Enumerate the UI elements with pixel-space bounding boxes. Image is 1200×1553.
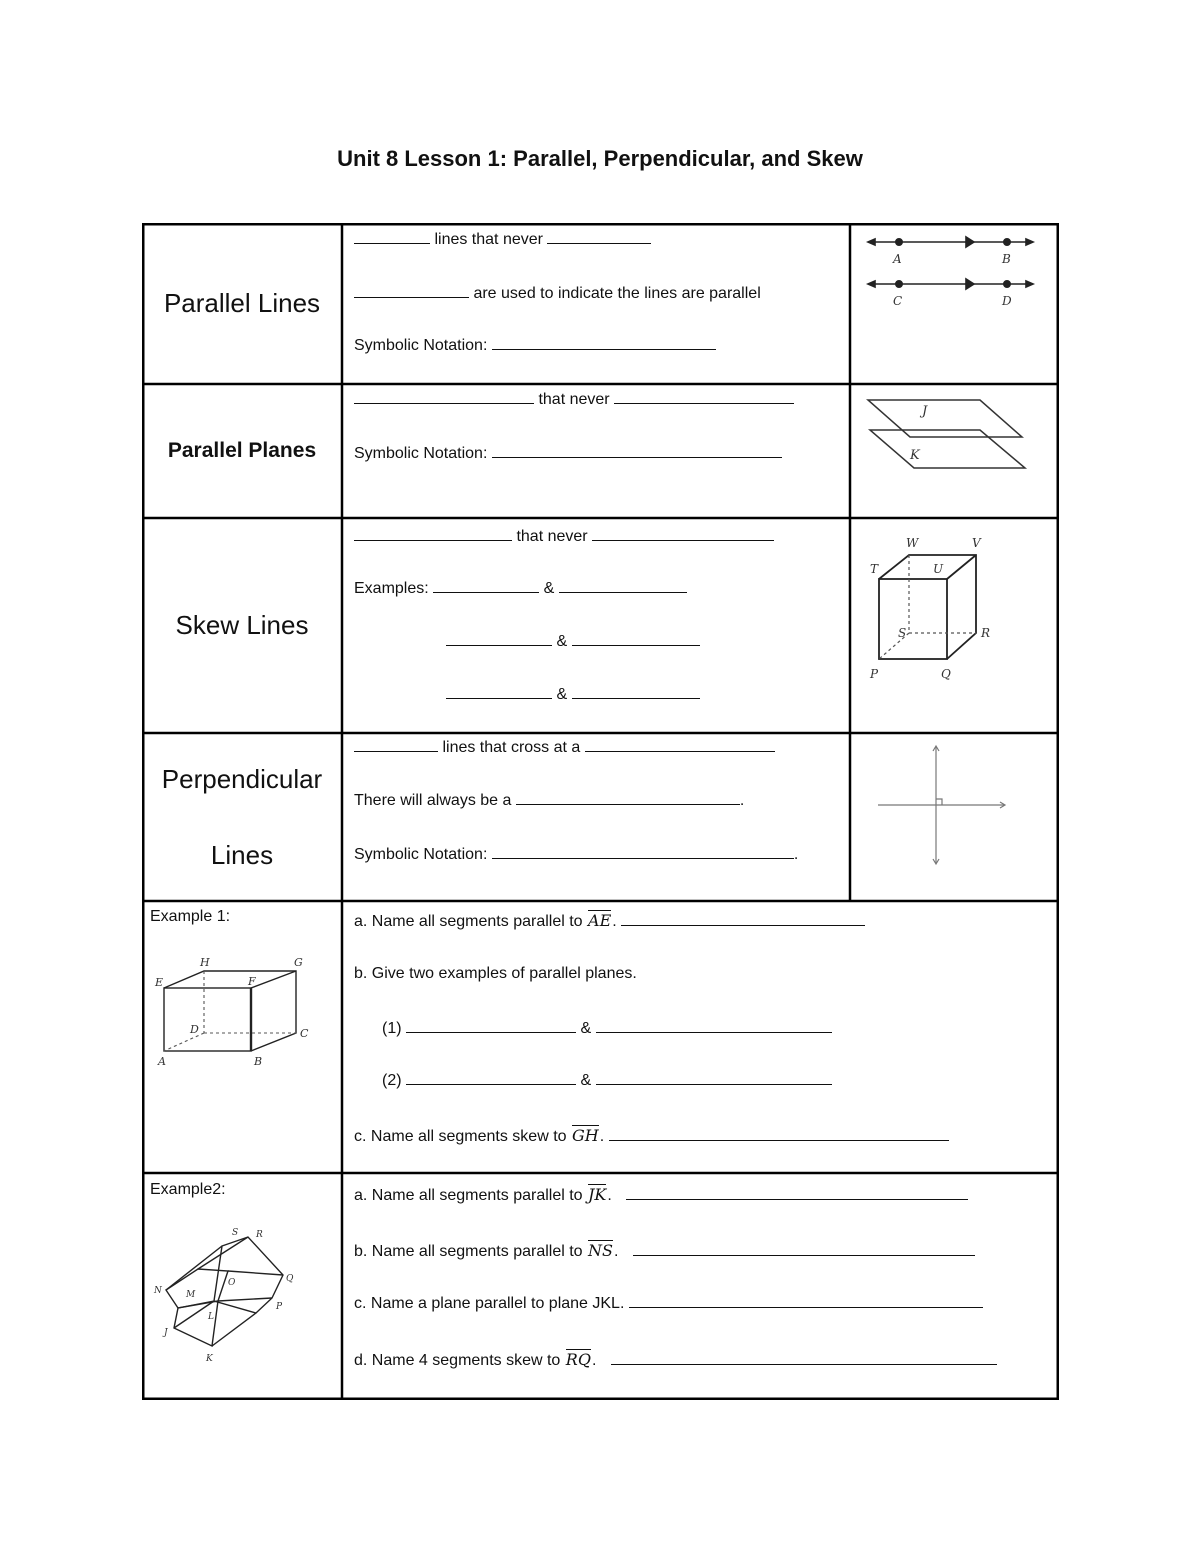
answer-number: (1) bbox=[382, 1020, 402, 1037]
parallel-marks-definition bbox=[354, 284, 761, 303]
answer-blank[interactable] bbox=[609, 1127, 949, 1141]
point-label: A bbox=[893, 252, 902, 266]
answer-blank[interactable] bbox=[596, 1019, 832, 1033]
parallel-planes-definition bbox=[354, 390, 794, 409]
answer-blank[interactable] bbox=[433, 579, 539, 593]
vertex-label: W bbox=[906, 536, 919, 550]
vertex-label: S bbox=[232, 1228, 239, 1238]
arrowhead bbox=[1026, 239, 1033, 245]
perpendicular-lines-figure bbox=[872, 743, 1012, 873]
answer-blank[interactable] bbox=[629, 1294, 983, 1308]
notation-label: Symbolic Notation: bbox=[354, 445, 488, 462]
definition-text: that never bbox=[516, 528, 588, 545]
answer-blank[interactable] bbox=[633, 1242, 975, 1256]
period: . bbox=[739, 792, 745, 809]
definition-text: There will always be a bbox=[354, 792, 512, 809]
vertex-label: H bbox=[200, 956, 210, 969]
answer-blank[interactable] bbox=[585, 738, 775, 752]
answer-number: (2) bbox=[382, 1072, 402, 1089]
answer-blank[interactable] bbox=[406, 1019, 576, 1033]
term-line: Lines bbox=[210, 840, 274, 870]
perpendicular-definition bbox=[354, 738, 775, 757]
vertex-label: G bbox=[294, 956, 303, 969]
vertex-label: M bbox=[186, 1290, 196, 1300]
term-line: Perpendicular bbox=[161, 764, 323, 794]
vertex-label: K bbox=[206, 1354, 213, 1364]
answer-blank[interactable] bbox=[611, 1351, 997, 1365]
answer-blank[interactable] bbox=[354, 230, 430, 244]
segment-notation: JK bbox=[588, 1185, 607, 1204]
answer-blank[interactable] bbox=[446, 632, 552, 646]
example-1-question-a bbox=[354, 911, 865, 931]
question-letter: b. bbox=[354, 965, 368, 982]
vertex-label: E bbox=[155, 976, 164, 989]
term-parallel-lines: Parallel Lines bbox=[163, 288, 321, 318]
answer-blank[interactable] bbox=[621, 912, 865, 926]
example-2-label: Example2: bbox=[150, 1181, 226, 1198]
examples-label: Examples: bbox=[354, 580, 429, 597]
parallel-planes-notation bbox=[354, 444, 782, 463]
answer-blank[interactable] bbox=[614, 390, 794, 404]
question-text: Name all segments skew to bbox=[370, 1128, 567, 1145]
answer-blank[interactable] bbox=[592, 527, 774, 541]
vertex-label: O bbox=[228, 1278, 236, 1288]
plane-label: J bbox=[922, 404, 928, 419]
perpendicular-notation bbox=[354, 845, 798, 864]
point-label: B bbox=[1002, 252, 1011, 266]
page-title: Unit 8 Lesson 1: Parallel, Perpendicular, and Skew bbox=[337, 146, 863, 171]
period: . bbox=[607, 1187, 612, 1204]
skew-lines-prism-figure bbox=[864, 529, 1004, 689]
answer-blank[interactable] bbox=[547, 230, 651, 244]
example-1-answer-1 bbox=[382, 1019, 832, 1038]
plane-label: K bbox=[910, 448, 920, 463]
parallel-mark bbox=[966, 279, 974, 289]
question-text: Name 4 segments skew to bbox=[371, 1352, 561, 1369]
vertex-label: F bbox=[248, 975, 256, 988]
term-perpendicular-lines bbox=[142, 733, 342, 901]
skew-examples-row bbox=[446, 685, 700, 704]
vertex-label: S bbox=[898, 626, 907, 640]
vertex-label: A bbox=[158, 1055, 166, 1068]
right-angle-mark bbox=[936, 799, 942, 805]
parallel-planes-figure bbox=[862, 395, 1032, 475]
vertex-label: N bbox=[154, 1286, 162, 1296]
question-letter: c. bbox=[354, 1295, 367, 1312]
question-letter: c. bbox=[354, 1128, 367, 1145]
vertex-label: J bbox=[164, 1328, 168, 1338]
example-1-question-c bbox=[354, 1126, 949, 1146]
answer-blank[interactable] bbox=[406, 1071, 576, 1085]
answer-blank[interactable] bbox=[596, 1071, 832, 1085]
question-letter: d. bbox=[354, 1352, 368, 1369]
period: . bbox=[613, 1243, 619, 1260]
definition-text: are used to indicate the lines are parallel bbox=[473, 285, 761, 302]
vertex-label: Q bbox=[941, 667, 951, 681]
question-text: Name all segments parallel to bbox=[371, 913, 583, 930]
question-letter: a. bbox=[354, 1187, 368, 1204]
question-text: Name a plane parallel to plane JKL. bbox=[370, 1295, 625, 1312]
question-text: Name all segments parallel to bbox=[371, 1243, 583, 1260]
vertex-label: U bbox=[933, 562, 944, 576]
answer-blank[interactable] bbox=[559, 579, 687, 593]
arrowhead bbox=[868, 239, 875, 245]
vertex-label: C bbox=[300, 1027, 309, 1040]
segment-notation: RQ bbox=[565, 1350, 591, 1369]
example-1-prism-figure bbox=[154, 953, 334, 1073]
example-1-label: Example 1: bbox=[150, 908, 231, 925]
definition-text: that never bbox=[538, 391, 610, 408]
answer-blank[interactable] bbox=[572, 685, 700, 699]
segment-notation: NS bbox=[588, 1241, 613, 1260]
back-face bbox=[214, 1237, 283, 1313]
point-label: C bbox=[893, 294, 903, 308]
answer-blank[interactable] bbox=[354, 284, 469, 298]
question-text: Give two examples of parallel planes. bbox=[371, 965, 637, 982]
notes-table bbox=[142, 223, 1059, 1400]
answer-blank[interactable] bbox=[354, 390, 534, 404]
parallel-lines-notation bbox=[354, 336, 716, 355]
segment-notation: GH bbox=[572, 1126, 599, 1145]
ampersand: & bbox=[580, 1072, 592, 1089]
answer-blank[interactable] bbox=[492, 336, 716, 350]
parallel-lines-definition bbox=[354, 230, 651, 249]
vertex-label: D bbox=[190, 1023, 199, 1036]
answer-blank[interactable] bbox=[446, 685, 552, 699]
plane-j bbox=[868, 400, 1022, 437]
plane-k bbox=[870, 430, 1025, 468]
vertex-label: P bbox=[870, 667, 879, 681]
vertex-label: L bbox=[208, 1312, 214, 1322]
answer-blank[interactable] bbox=[572, 632, 700, 646]
skew-examples-row bbox=[446, 632, 700, 651]
vertex-label: P bbox=[276, 1302, 283, 1312]
example-2-question-c bbox=[354, 1294, 983, 1313]
answer-blank[interactable] bbox=[516, 791, 740, 805]
skew-lines-definition bbox=[354, 527, 774, 546]
point-label: D bbox=[1002, 294, 1012, 308]
skew-examples-row bbox=[354, 579, 687, 598]
term-parallel-planes: Parallel Planes bbox=[167, 439, 317, 462]
period: . bbox=[612, 913, 617, 930]
answer-blank[interactable] bbox=[492, 845, 794, 859]
notation-label: Symbolic Notation: bbox=[354, 337, 488, 354]
vertex-label: T bbox=[870, 562, 879, 576]
example-2-question-d bbox=[354, 1350, 997, 1370]
ampersand: & bbox=[543, 580, 555, 597]
answer-blank[interactable] bbox=[626, 1186, 968, 1200]
vertex-label: Q bbox=[286, 1274, 294, 1284]
period: . bbox=[599, 1128, 605, 1145]
parallel-lines-figure bbox=[862, 231, 1042, 311]
answer-blank[interactable] bbox=[354, 738, 438, 752]
perpendicular-always bbox=[354, 791, 744, 810]
ampersand: & bbox=[556, 633, 568, 650]
question-letter: b. bbox=[354, 1243, 368, 1260]
ampersand: & bbox=[556, 686, 568, 703]
example-1-question-b bbox=[354, 965, 637, 983]
answer-blank[interactable] bbox=[354, 527, 512, 541]
notation-label: Symbolic Notation: bbox=[354, 846, 488, 863]
example-2-question-b bbox=[354, 1241, 975, 1261]
definition-text: lines that cross at a bbox=[442, 739, 581, 756]
period: . bbox=[591, 1352, 597, 1369]
vertex-label: R bbox=[981, 626, 991, 640]
period: . bbox=[793, 846, 799, 863]
vertex-label: V bbox=[972, 536, 981, 550]
ampersand: & bbox=[580, 1020, 592, 1037]
term-skew-lines: Skew Lines bbox=[175, 610, 309, 640]
segment-notation: AE bbox=[588, 911, 612, 930]
definition-text: lines that never bbox=[434, 231, 543, 248]
example-1-answer-2 bbox=[382, 1071, 832, 1090]
example-2-hexagonal-prism-figure bbox=[152, 1223, 332, 1368]
parallel-mark bbox=[966, 237, 974, 247]
example-2-question-a bbox=[354, 1185, 968, 1205]
question-letter: a. bbox=[354, 913, 368, 930]
question-text: Name all segments parallel to bbox=[371, 1187, 583, 1204]
answer-blank[interactable] bbox=[492, 444, 782, 458]
vertex-label: B bbox=[254, 1055, 263, 1068]
vertex-label: R bbox=[256, 1230, 263, 1240]
